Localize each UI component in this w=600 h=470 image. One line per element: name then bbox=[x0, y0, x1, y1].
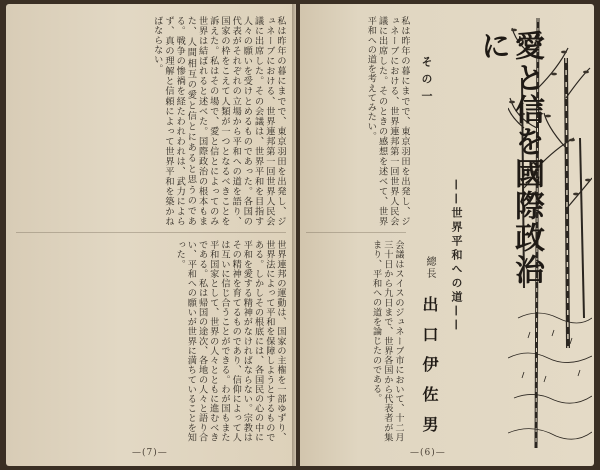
body-text-lower: 会議はスイスのジュネーブ市において、十二月三十日から九日まで、世界各国から代表者が集まり、平和への道を論じたのである。 bbox=[370, 240, 404, 442]
left-page bbox=[6, 4, 296, 466]
article-subtitle: ——世界平和への道—— bbox=[450, 179, 463, 333]
column-divider bbox=[16, 232, 286, 233]
right-page bbox=[300, 4, 594, 466]
article-title: 愛と信を國際政治に bbox=[475, 30, 544, 286]
section-label: その一 bbox=[420, 56, 433, 107]
body-text-upper: 私は昨年の暮にまでで、東京羽田を出発し、ジュネーブにおける、世界連邦第一回世界人民会議に出席した。その会議は、世界平和を目指す人々の願いを受けとめるものであった。各国の代表がそれぞれの立場から平和への道を語り、国家の枠をこえて人類が一つとなるべきことを訴えた。私はその場で、愛と信とによってのみ世界は結ばれると述べた。国際政治の根本もまた、人間相互の愛と信とにあると思うのである。戦争の惨禍を経たわれわれは、武力によらず、真の理解と信頼によって世界平和を築かねばならない。 bbox=[151, 16, 286, 226]
page-number: —(6)— bbox=[410, 448, 446, 458]
body-text-lower: 世界連邦の運動は、国家の主権を一部ゆずり、世界法によって平和を保障しようとするものである。しかしその根底には、各国民の心の中に平和を愛する精神がなければならない。宗教はその精神を育てるものであり、信仰によって人は互いに信じ合うことができる。わが国もまた平和国家として、世界の人々とともに進むべきである。私は帰国の途次、各地の人々と語り合い、平和への願いが世界に満ちていることを知った。 bbox=[174, 240, 286, 442]
column-divider bbox=[306, 232, 406, 233]
body-text-upper: 私は昨年の暮にまでで、東京羽田を出発し、ジュネーブにおける、世界連邦第一回世界人民会議に出席した。そのときの感想を述べて、世界平和への道を考えてみたい。 bbox=[365, 16, 410, 226]
author-name: 出口伊佐男 bbox=[420, 296, 439, 446]
page-number: —(7)— bbox=[132, 448, 168, 458]
author-role: 總長 bbox=[424, 256, 435, 280]
